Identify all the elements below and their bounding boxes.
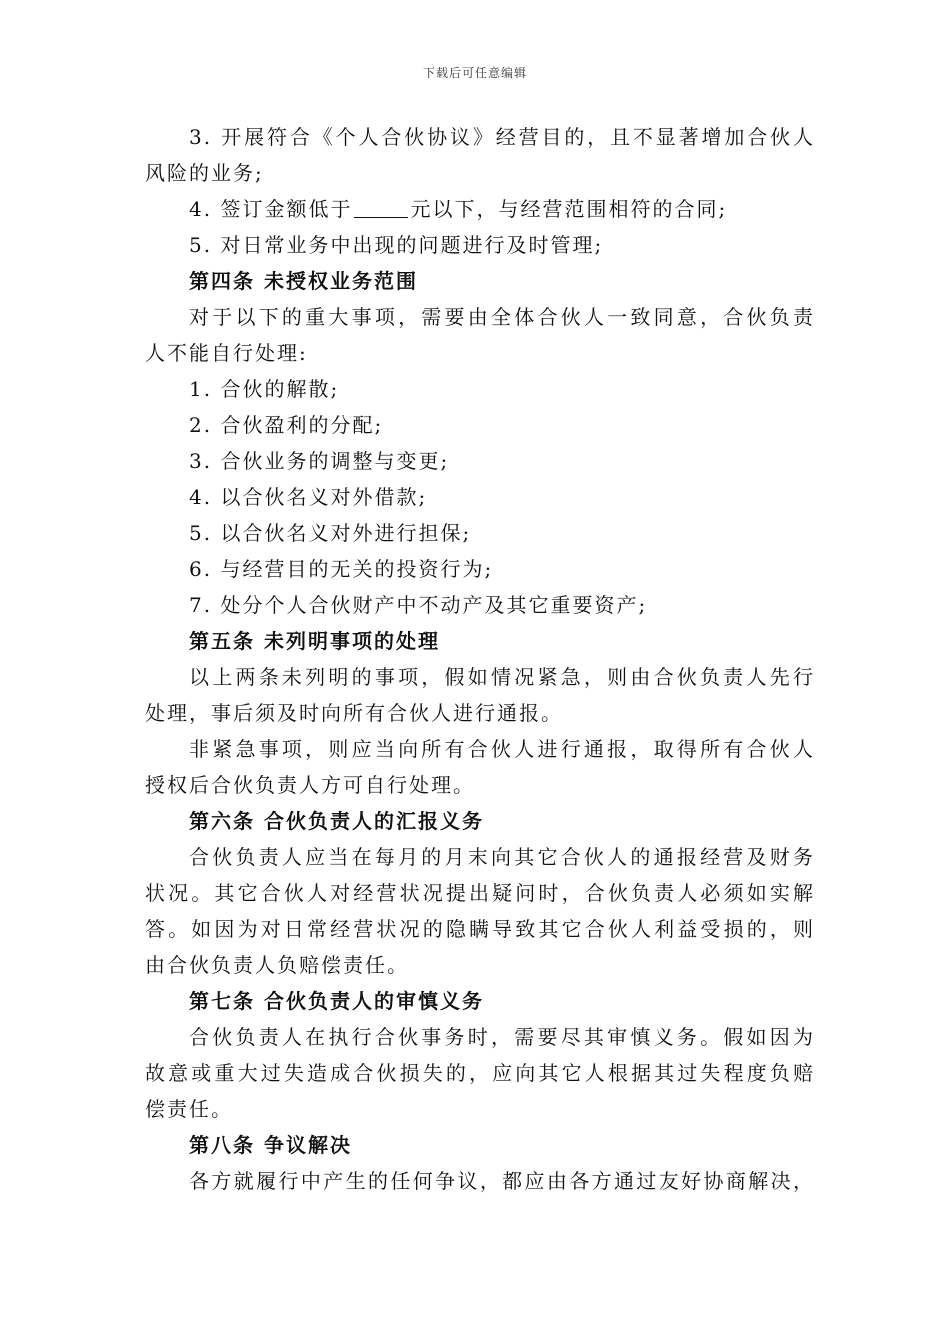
list-item: 3. 合伙业务的调整与变更;	[189, 449, 450, 473]
paragraph-line: 合伙负责人应当在每月的月末向其它合伙人的通报经营及财务	[189, 845, 815, 869]
paragraph-line: 5. 对日常业务中出现的问题进行及时管理;	[189, 233, 604, 257]
paragraph-line: 合伙负责人在执行合伙事务时，需要尽其审慎义务。假如因为	[189, 1025, 815, 1049]
paragraph-line: 偿责任。	[145, 1097, 233, 1121]
article-heading: 第四条 未授权业务范围	[189, 269, 418, 293]
list-item: 2. 合伙盈利的分配;	[189, 413, 384, 437]
article-heading: 第七条 合伙负责人的审慎义务	[189, 989, 484, 1013]
paragraph-line: 对于以下的重大事项，需要由全体合伙人一致同意，合伙负责	[189, 305, 815, 329]
paragraph-line: 非紧急事项，则应当向所有合伙人进行通报，取得所有合伙人	[189, 737, 815, 761]
paragraph-line: 3. 开展符合《个人合伙协议》经营目的，且不显著增加合伙人	[189, 125, 815, 149]
paragraph-line: 故意或重大过失造成合伙损失的，应向其它人根据其过失程度负赔	[145, 1061, 815, 1085]
paragraph-line: 答。如因为对日常经营状况的隐瞒导致其它合伙人利益受损的，则	[145, 917, 815, 941]
article-heading: 第八条 争议解决	[189, 1133, 352, 1157]
document-body	[145, 119, 815, 1199]
article-heading: 第六条 合伙负责人的汇报义务	[189, 809, 484, 833]
article-heading: 第五条 未列明事项的处理	[189, 629, 440, 653]
list-item: 7. 处分个人合伙财产中不动产及其它重要资产;	[189, 593, 648, 617]
list-item: 6. 与经营目的无关的投资行为;	[189, 557, 494, 581]
list-item: 5. 以合伙名义对外进行担保;	[189, 521, 472, 545]
paragraph-line: 各方就履行中产生的任何争议，都应由各方通过友好协商解决，	[189, 1169, 815, 1193]
paragraph-line	[145, 191, 815, 227]
paragraph-line: 由合伙负责人负赔偿责任。	[145, 953, 409, 977]
amount-blank	[354, 197, 408, 218]
list-item: 4. 以合伙名义对外借款;	[189, 485, 428, 509]
amount-clause-start: 4. 签订金额低于	[189, 197, 353, 221]
paragraph-line: 人不能自行处理:	[145, 341, 308, 365]
paragraph-line: 处理，事后须及时向所有合伙人进行通报。	[145, 701, 563, 725]
amount-clause-end: 元以下，与经营范围相符的合同;	[410, 197, 728, 221]
list-item: 1. 合伙的解散;	[189, 377, 340, 401]
paragraph-line: 风险的业务;	[145, 161, 264, 185]
page-header: 下载后可任意编辑	[422, 66, 527, 80]
paragraph-line: 授权后合伙负责人方可自行处理。	[145, 773, 475, 797]
paragraph-line: 以上两条未列明的事项，假如情况紧急，则由合伙负责人先行	[189, 665, 815, 689]
paragraph-line: 状况。其它合伙人对经营状况提出疑问时，合伙负责人必须如实解	[145, 881, 815, 905]
